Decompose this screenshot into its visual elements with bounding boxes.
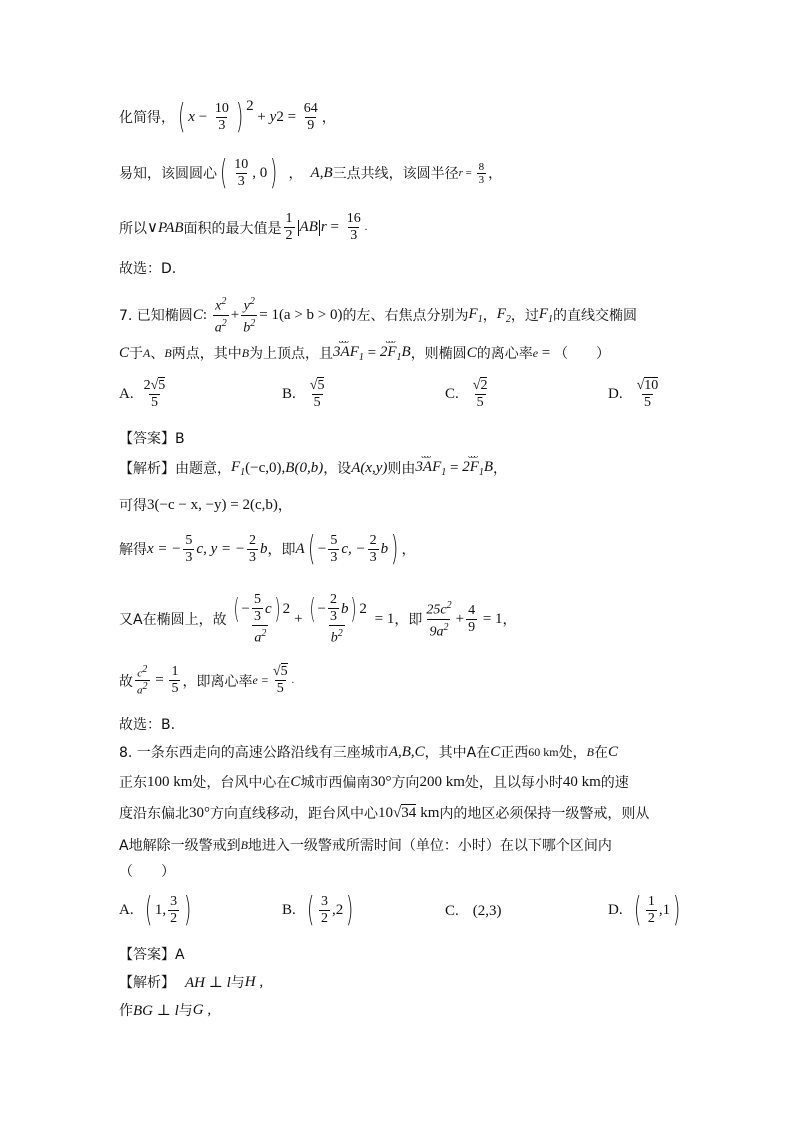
answer-8: 【答案】A (119, 947, 185, 963)
option-b-q8[interactable]: B. ( $\frac{3}{2}$ ,2 ) (282, 890, 354, 930)
analysis-7-line-1: 【解析】由题意， $F_1$ (−c,0), B(0,b) ，设 A(x,y) 则由 ᴗᴗᴗ $3AF_1$ = ᴗᴗᴗ $2F_1B$ ， (119, 458, 507, 478)
analysis-8-line-1: 【解析】 AH ⊥ l 与 H , (119, 973, 264, 991)
question-8-line-4: A地解除一级警戒到 B 地进入一级警戒所需时间（单位：小时）在以下哪个区间内 (119, 837, 612, 854)
option-c-q8[interactable]: C. (2,3) (445, 903, 502, 919)
circle-center-line: 易知，该圆圆心 ( $\frac{10}{3}$ , 0 ) ， A,B 三点共线，该圆半径 r = $\frac{8}{3}$ ， (119, 153, 503, 193)
question-8-line-1: 8. 一条东西走向的高速公路沿线有三座城市 A,B,C ，其中A在 C 正西 60 km 处， B 在 C (119, 743, 618, 761)
option-c[interactable]: C. $\frac{√2}{5}$ (445, 378, 488, 410)
analysis-8-line-2: 作 BG ⊥ l 与 G , (119, 1001, 212, 1019)
analysis-7-line-2: 可得 3(−c − x, −y) = 2(c,b) ， (119, 496, 292, 514)
question-7-line-2: C 于 A 、 B 两点，其中 B 为上顶点，且 ᴗᴗᴗ $3AF_1$ = ᴗᴗᴗ $2F_1B$ ，则椭圆 C 的离心率 e = （ ） (119, 343, 610, 363)
fraction-64-9: $\frac{64}{9}$ (303, 100, 318, 133)
question-7-line-1: 7. 已知椭圆 C : $\frac{x^2}{a^2}$ + $\frac{y^2}{b^2}$ = 1(a > b > 0) 的左、右焦点分别为 $F_1$ ， $F_2$ ，过 $F_1$ 的直线交椭圆 (119, 296, 638, 336)
fraction-10-3: $\frac{10}{3}$ (214, 100, 229, 133)
analysis-7-line-5: 故 $\frac{c^2}{a^2}$ = $\frac{1}{5}$ ，即离心率 e = $\frac{√5}{5}$ . (119, 664, 295, 697)
option-b[interactable]: B. $\frac{√5}{5}$ (282, 378, 325, 410)
answer-d-line: 故选：D. (119, 261, 177, 277)
option-a[interactable]: A. $\frac{2√5}{5}$ (119, 378, 166, 410)
option-a-q8[interactable]: A. ( 1, $\frac{3}{2}$ ) (119, 890, 192, 930)
simplified-equation-line: 化简得， ( x − $\frac{10}{3}$ ) 2 + y 2 = $\frac{64}{9}$ ， (119, 97, 336, 137)
analysis-7-line-4: 又A在椭圆上，故 ( − $\frac{5}{3}$ c ) 2 $a^2$ + ( − $\frac{2}{3}$ b ) 2 $b^2$ = 1 ，即 $\frac{25c^2}{9a^2}$ + $\frac{4}{9}$ = 1 ， (119, 591, 517, 646)
max-area-line: 所以 ∨PAB 面积的最大值是 $\frac{1}{2}$ AB r = $\frac{16}{3}$ . (119, 211, 368, 243)
question-8-line-3: 度沿东偏北 30° 方向直线移动，距台风中心 10 √ 34 km 内的地区必须保持一级警戒，则从 (119, 804, 650, 822)
question-8-line-2: 正东 100 km 处，台风中心在 C 城市西偏南 30° 方向 200 km 处，且以每小时 40 km 的速 (119, 773, 629, 791)
option-d[interactable]: D. $\frac{√10}{5}$ (608, 378, 659, 410)
analysis-7-line-3: 解得 x = − $\frac{5}{3}$ c , y = − $\frac{2}{3}$ b ，即 A ( − $\frac{5}{3}$ c, − $\frac{2}{3}$ b ) ， (119, 529, 416, 569)
question-8-paren: （ ） (119, 864, 175, 880)
answer-7: 【答案】B (119, 431, 185, 447)
answer-b-line: 故选：B. (119, 717, 176, 733)
option-d-q8[interactable]: D. ( $\frac{1}{2}$ ,1 ) (608, 890, 681, 930)
